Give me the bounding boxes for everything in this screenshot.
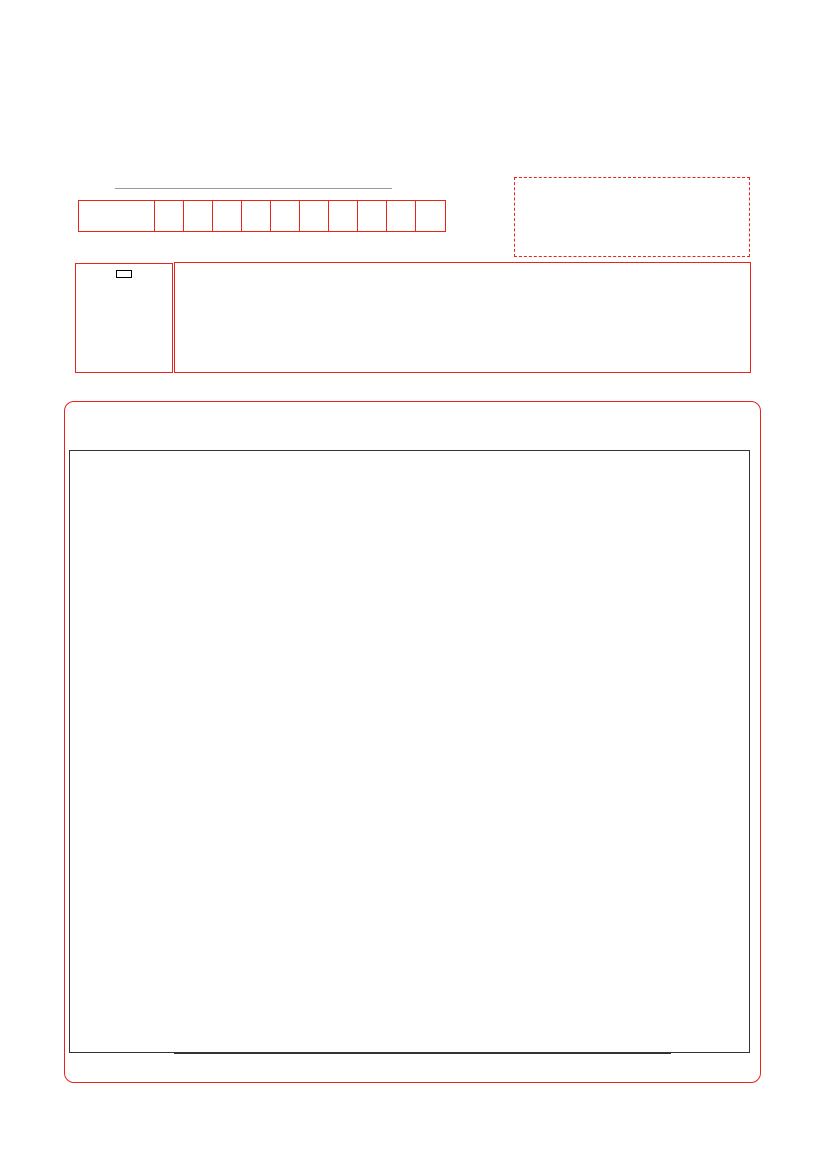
ticket-digit-cell[interactable] [271,201,300,231]
ticket-digit-cell[interactable] [387,201,416,231]
ticket-digit-cell[interactable] [155,201,184,231]
name-field[interactable] [115,188,392,189]
ticket-digit-cell[interactable] [300,201,329,231]
absent-mark-box [75,263,173,373]
choice-section-frame [69,450,750,1053]
ticket-number-label [79,201,155,231]
absent-mark-checkbox[interactable] [116,270,132,278]
ticket-number-box [78,200,446,232]
ticket-digit-cell[interactable] [329,201,358,231]
ticket-digit-cell[interactable] [358,201,387,231]
ticket-digit-cell[interactable] [242,201,271,231]
ticket-digit-cell[interactable] [184,201,213,231]
choice-section-bottom-line [174,1053,671,1055]
ticket-digit-cell[interactable] [213,201,242,231]
notice-box [174,262,751,373]
barcode-area[interactable] [514,177,750,257]
ticket-digit-cell[interactable] [416,201,445,231]
